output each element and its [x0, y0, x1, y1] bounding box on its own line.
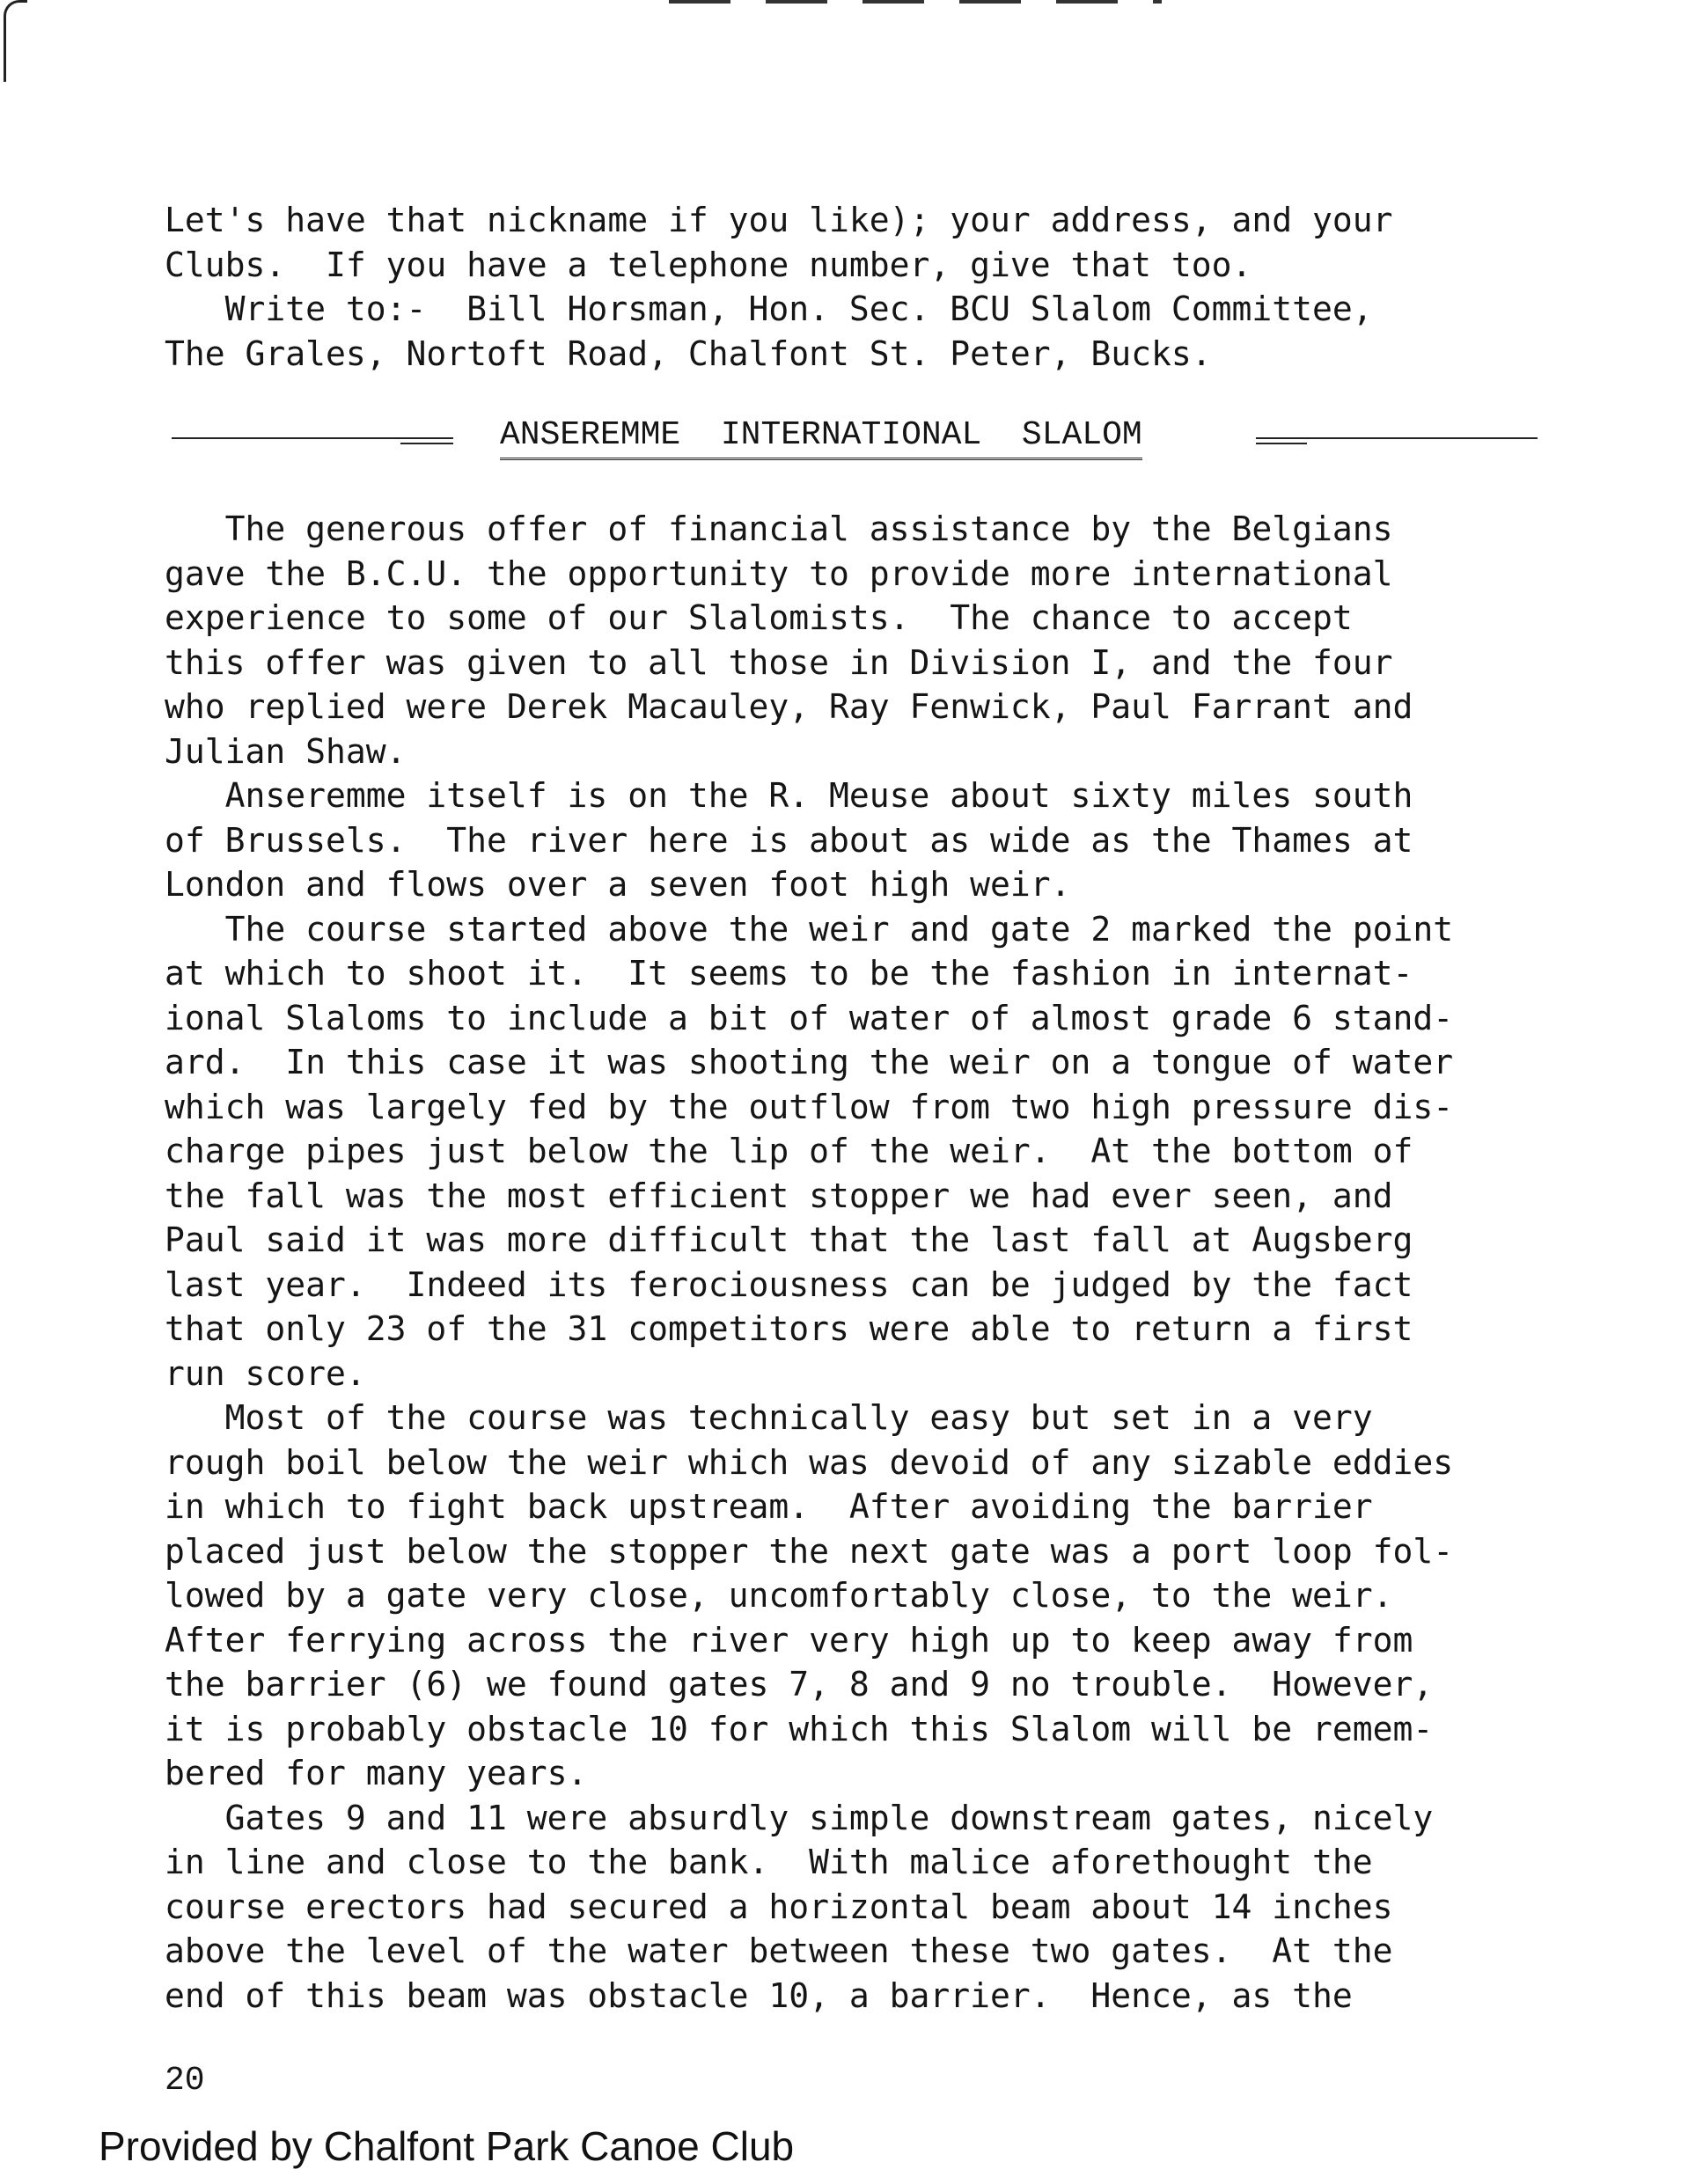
text-line: course erectors had secured a horizontal beam about 14 inches	[165, 1887, 1393, 1926]
text-line: at which to shoot it. It seems to be the fashion in internat-	[165, 954, 1413, 993]
text-line: in line and close to the bank. With malice aforethought the	[165, 1843, 1373, 1881]
provider-credit: Provided by Chalfont Park Canoe Club	[99, 2123, 795, 2169]
text-line: it is probably obstacle 10 for which this Slalom will be remem-	[165, 1709, 1434, 1748]
text-line: run score.	[165, 1353, 366, 1393]
text-line: lowed by a gate very close, uncomfortably close, to the weir.	[165, 1576, 1393, 1615]
text-line: ard. In this case it was shooting the weir on a tongue of water	[165, 1043, 1454, 1081]
text-line: After ferrying across the river very high up to keep away from	[165, 1620, 1413, 1660]
section-heading	[172, 414, 1540, 466]
text-line: Gates 9 and 11 were absurdly simple downstream gates, nicely	[165, 1798, 1434, 1837]
text-line: end of this beam was obstacle 10, a barrier. Hence, as the	[165, 1975, 1353, 2015]
text-line: Anseremme itself is on the R. Meuse about sixty miles south	[165, 776, 1413, 815]
text-line: London and flows over a seven foot high weir.	[165, 865, 1071, 904]
text-line: charge pipes just below the lip of the weir. At the bottom of	[165, 1132, 1413, 1170]
intro-paragraph	[165, 198, 1599, 376]
text-line: rough boil below the weir which was devoid of any sizable eddies	[165, 1442, 1454, 1482]
text-line: above the level of the water between these two gates. At the	[165, 1931, 1393, 1970]
text-line: Julian Shaw.	[165, 731, 407, 771]
page-number: 20	[165, 2062, 205, 2100]
text-line: the fall was the most efficient stopper we had ever seen, and	[165, 1176, 1393, 1215]
text-line: Clubs. If you have a telephone number, give that too.	[165, 245, 1252, 284]
text-line: Let's have that nickname if you like); your address, and your	[165, 201, 1393, 239]
text-line: last year. Indeed its ferociousness can be judged by the fact	[165, 1264, 1413, 1304]
text-line: Write to:- Bill Horsman, Hon. Sec. BCU Slalom Committee,	[165, 289, 1373, 328]
text-line: Paul said it was more difficult that the last fall at Augsberg	[165, 1220, 1413, 1259]
text-line: placed just below the stopper the next gate was a port loop fol-	[165, 1531, 1454, 1571]
text-line: bered for many years.	[165, 1754, 588, 1792]
text-line: Most of the course was technically easy but set in a very	[165, 1398, 1373, 1437]
text-line: of Brussels. The river here is about as wide as the Thames at	[165, 820, 1413, 860]
text-line: which was largely fed by the outflow from two high pressure dis-	[165, 1087, 1454, 1126]
text-line: The generous offer of financial assistance by the Belgians	[165, 509, 1393, 548]
text-line: the barrier (6) we found gates 7, 8 and 9 no trouble. However,	[165, 1665, 1434, 1704]
text-line: who replied were Derek Macauley, Ray Fenwick, Paul Farrant and	[165, 687, 1413, 726]
heading-rule-right	[1256, 437, 1538, 439]
text-line: gave the B.C.U. the opportunity to provide more international	[165, 553, 1393, 593]
top-edge-marks	[669, 0, 1162, 4]
text-line: ional Slaloms to include a bit of water of almost grade 6 stand-	[165, 998, 1454, 1037]
text-line: The Grales, Nortoft Road, Chalfont St. Peter, Bucks.	[165, 333, 1212, 373]
text-line: that only 23 of the 31 competitors were able to return a first	[165, 1309, 1413, 1348]
article-body	[165, 507, 1599, 2018]
text-line: experience to some of our Slalomists. The chance to accept	[165, 598, 1353, 637]
text-line: The course started above the weir and gate 2 marked the point	[165, 909, 1454, 949]
heading-rule-left	[172, 437, 453, 439]
text-line: this offer was given to all those in Division I, and the four	[165, 642, 1393, 682]
page-corner-mark	[4, 0, 27, 82]
text-line: in which to fight back upstream. After avoiding the barrier	[165, 1487, 1373, 1526]
heading-title: ANSEREMME INTERNATIONAL SLALOM	[500, 414, 1142, 460]
